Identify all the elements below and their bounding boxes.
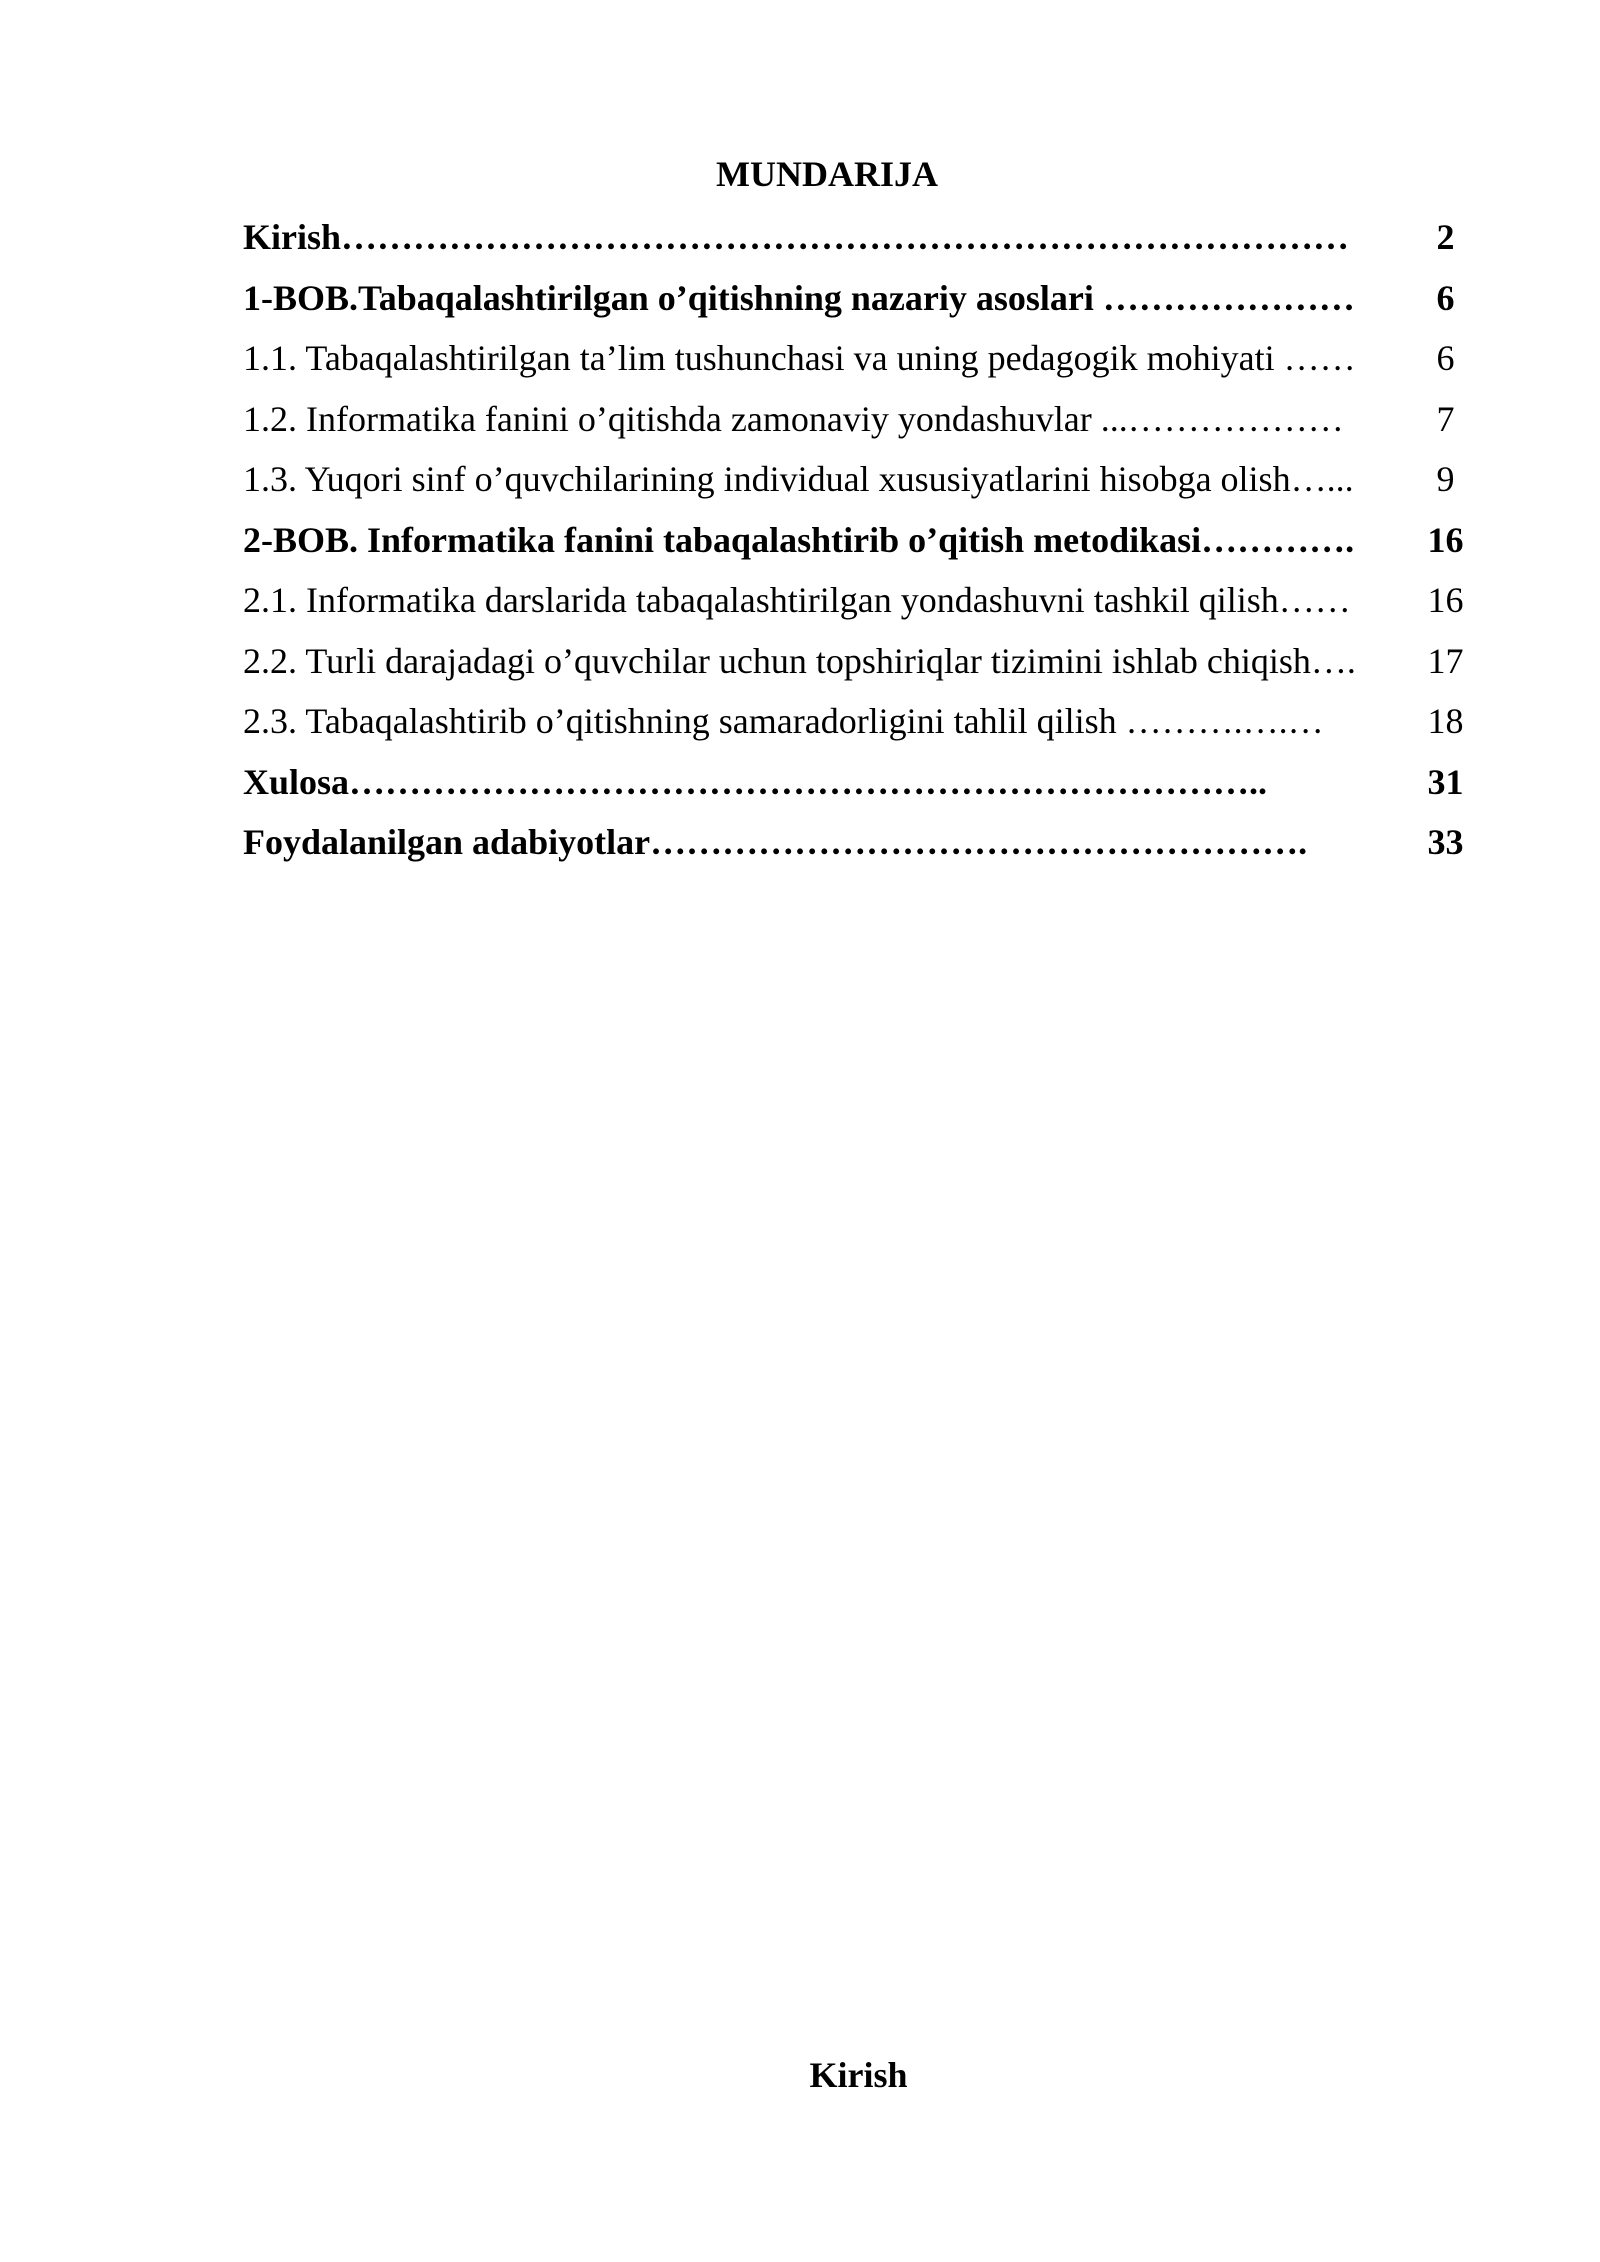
toc-entry-text: 1.2. Informatika fanini o’qitishda zamonaviy yondashuvlar ...……………… (243, 398, 1344, 439)
toc-entry-page: 7 (1436, 398, 1455, 439)
toc-entry-page: 2 (1436, 217, 1455, 257)
section-heading: Kirish (809, 2055, 908, 2095)
toc-entry-text: 2.2. Turli darajadagi o’quvchilar uchun topshiriqlar tizimini ishlab chiqish…. (243, 640, 1356, 681)
toc-entry-text: 1.3. Yuqori sinf o’quvchilarining individual xususiyatlarini hisobga olish…... (243, 459, 1354, 499)
toc-entry-page: 18 (1427, 701, 1464, 741)
toc-entry[interactable] (243, 336, 1483, 397)
toc-entry[interactable] (243, 760, 1483, 821)
toc-entry-page: 31 (1427, 761, 1464, 802)
toc-entry[interactable] (243, 276, 1483, 337)
toc-entry-text: Kirish………………………………………………………………………… (243, 217, 1350, 257)
toc-entry[interactable] (243, 397, 1483, 458)
toc-entry[interactable] (243, 820, 1483, 881)
toc-entry[interactable] (243, 699, 1483, 760)
table-of-contents (243, 215, 1483, 881)
toc-entry-page: 17 (1427, 640, 1464, 681)
toc-entry-text: Foydalanilgan adabiyotlar………………………………………………. (243, 822, 1308, 862)
toc-entry-page: 9 (1436, 459, 1455, 499)
toc-entry-text: Xulosa………………………………………………………………….. (243, 761, 1268, 802)
toc-entry[interactable] (243, 457, 1483, 518)
toc-entry-text: 1.1. Tabaqalashtirilgan ta’lim tushunchasi va uning pedagogik mohiyati …… (243, 338, 1356, 378)
toc-entry-page: 6 (1436, 277, 1455, 318)
toc-entry-page: 16 (1427, 519, 1464, 560)
toc-entry-text: 2.3. Tabaqalashtirib o’qitishning samaradorligini tahlil qilish ……….….… (243, 701, 1324, 741)
toc-entry[interactable] (243, 518, 1483, 579)
toc-title: MUNDARIJA (716, 154, 938, 194)
toc-entry-text: 2-BOB. Informatika fanini tabaqalashtirib o’qitish metodikasi…………. (243, 519, 1355, 560)
toc-entry-page: 16 (1427, 580, 1464, 620)
toc-entry-text: 1-BOB.Tabaqalashtirilgan o’qitishning nazariy asoslari ………………… (243, 277, 1355, 318)
toc-entry[interactable] (243, 639, 1483, 700)
toc-entry-text: 2.1. Informatika darslarida tabaqalashtirilgan yondashuvni tashkil qilish…… (243, 580, 1351, 620)
toc-entry-page: 33 (1427, 822, 1464, 862)
toc-entry-page: 6 (1436, 338, 1455, 378)
toc-entry[interactable] (243, 578, 1483, 639)
toc-entry[interactable] (243, 215, 1483, 276)
